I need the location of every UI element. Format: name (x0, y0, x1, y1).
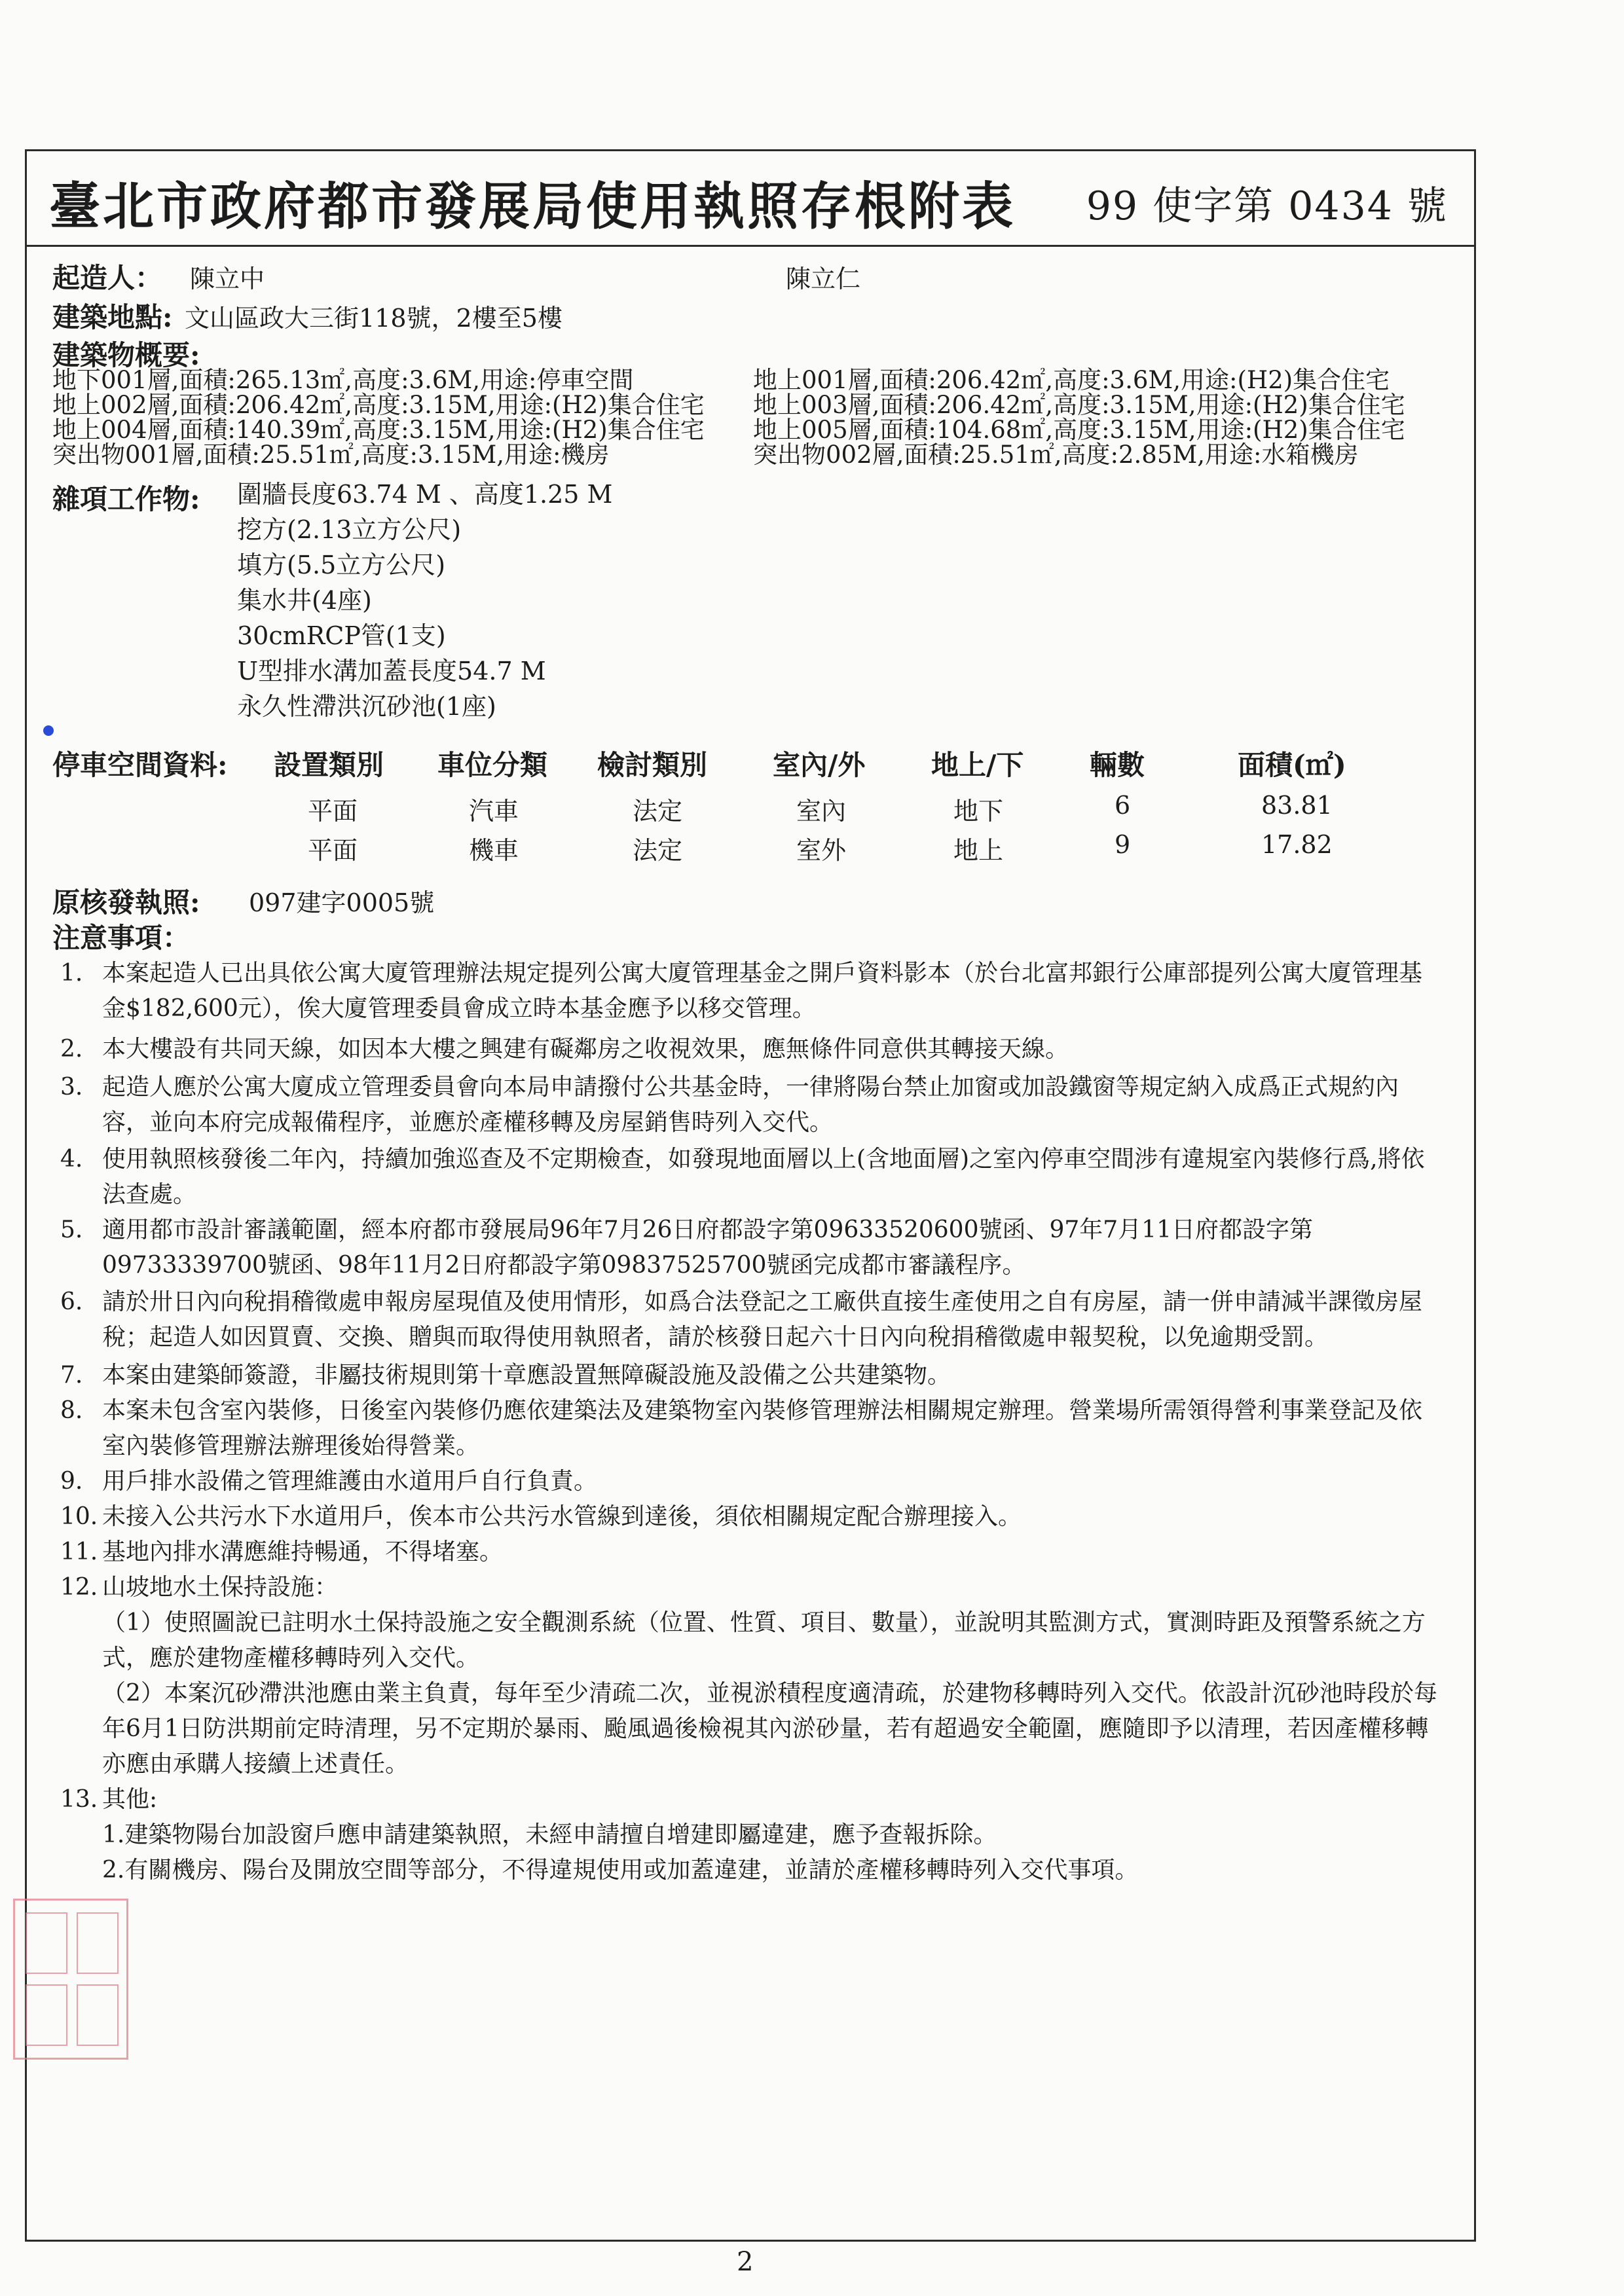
note-text: 用戶排水設備之管理維護由水道用戶自行負責。 (102, 1468, 598, 1495)
note-item (60, 1464, 1442, 1499)
note-number: 10. (60, 1503, 98, 1530)
parking-cell: 地上 (953, 836, 1004, 865)
parking-cell: 地下 (953, 797, 1004, 826)
parking-cell: 83.81 (1261, 791, 1333, 820)
note-text: 山坡地水土保持設施： (102, 1574, 339, 1601)
note-item (60, 1570, 1442, 1605)
misc-work-item: U型排水溝加蓋長度54.7 M (237, 657, 546, 685)
note-number: 12. (60, 1574, 98, 1601)
note-item (60, 956, 1442, 1027)
misc-work-item: 圍牆長度63.74 M 、高度1.25 M (237, 480, 613, 509)
applicant-name-1: 陳立中 (190, 264, 265, 293)
site-value: 文山區政大三街118號，2樓至5樓 (185, 304, 563, 333)
note-number: 9. (60, 1468, 83, 1495)
note-item (60, 1142, 1442, 1212)
document-title: 臺北市政府都市發展局使用執照存根附表 (49, 177, 1016, 236)
parking-label: 停車空間資料: (52, 749, 228, 781)
floor-item: 地上005層,面積:104.68㎡,高度:3.15M,用途:(H2)集合住宅 (753, 416, 1405, 444)
overview-label: 建築物概要: (52, 339, 200, 371)
document-header (27, 151, 1474, 247)
floor-item: 地下001層,面積:265.13㎡,高度:3.6M,用途:停車空間 (52, 366, 634, 394)
parking-cell: 室外 (796, 836, 847, 865)
parking-header: 輛數 (1090, 749, 1145, 781)
parking-cell: 平面 (308, 836, 358, 865)
note-number: 13. (60, 1786, 98, 1813)
parking-cell: 9 (1115, 830, 1131, 859)
misc-work-label: 雜項工作物: (52, 483, 200, 515)
note-text: 適用都市設計審議範圍，經本府都市發展局96年7月26日府都設字第09633520600號函、97年7月11日府都設字第09733339700號函、98年11月2日府都設字第09837525700號函完成都市審議程序。 (102, 1216, 1313, 1279)
note-number: 4. (60, 1146, 83, 1173)
floor-item: 地上001層,面積:206.42㎡,高度:3.6M,用途:(H2)集合住宅 (753, 366, 1390, 394)
site-label: 建築地點: (52, 301, 173, 333)
note-item (60, 1212, 1442, 1283)
parking-cell: 6 (1115, 791, 1131, 820)
misc-work-item: 30cmRCP管(1支) (237, 621, 446, 650)
note-text: 本大樓設有共同天線，如因本大樓之興建有礙鄰房之收視效果，應無條件同意供其轉接天線。 (102, 1036, 1069, 1063)
note-text: 請於卅日內向稅捐稽徵處申報房屋現值及使用情形，如爲合法登記之工廠供直接生產使用之自有房屋，請一併申請減半課徵房屋稅；起造人如因買賣、交換、贈與而取得使用執照者，請於核發日起六十日內向稅捐稽徵處申報契稅，以免逾期受罰。 (102, 1288, 1423, 1351)
parking-header: 室內/外 (773, 749, 866, 781)
note-number: 7. (60, 1362, 83, 1389)
note-text: 基地內排水溝應維持暢通，不得堵塞。 (102, 1539, 504, 1565)
note-item (60, 1285, 1442, 1355)
note-number: 6. (60, 1288, 83, 1315)
note-text: 起造人應於公寓大廈成立管理委員會向本局申請撥付公共基金時，一律將陽台禁止加窗或加設鐵窗等規定納入成爲正式規約內容，並向本府完成報備程序，並應於產權移轉及房屋銷售時列入交代。 (102, 1074, 1399, 1136)
note-number: 2. (60, 1036, 83, 1063)
parking-header: 車位分類 (437, 749, 548, 781)
floor-item: 突出物001層,面積:25.51㎡,高度:3.15M,用途:機房 (52, 441, 610, 469)
parking-cell: 法定 (633, 836, 683, 865)
note-item (60, 1358, 1442, 1393)
misc-work-item: 填方(5.5立方公尺) (237, 551, 446, 579)
parking-cell: 汽車 (469, 797, 519, 826)
parking-cell: 機車 (469, 836, 519, 865)
floor-item: 地上003層,面積:206.42㎡,高度:3.15M,用途:(H2)集合住宅 (753, 391, 1405, 419)
note-text: 其他: (102, 1786, 158, 1813)
note-item (60, 1393, 1442, 1464)
parking-cell: 法定 (633, 797, 683, 826)
note-item (60, 1032, 1442, 1067)
note-number: 5. (60, 1216, 83, 1243)
note-text: 本案由建築師簽證，非屬技術規則第十章應設置無障礙設施及設備之公共建築物。 (102, 1362, 951, 1389)
misc-work-item: 集水井(4座) (237, 586, 372, 615)
note-item (60, 1782, 1442, 1817)
applicant-label: 起造人： (52, 262, 163, 294)
misc-work-item: 永久性滯洪沉砂池(1座) (237, 692, 496, 721)
parking-cell: 17.82 (1261, 830, 1333, 859)
floor-item: 突出物002層,面積:25.51㎡,高度:2.85M,用途:水箱機房 (753, 441, 1359, 469)
note-text: 未接入公共污水下水道用戶，俟本市公共污水管線到達後，須依相關規定配合辦理接入。 (102, 1503, 1022, 1530)
note-subitem: 1.建築物陽台加設窗戶應申請建築執照，未經申請擅自增建即屬違建，應予查報拆除。 (102, 1821, 997, 1848)
notes-label: 注意事項： (52, 922, 191, 954)
parking-header: 檢討類別 (597, 749, 708, 781)
note-number: 3. (60, 1074, 83, 1101)
applicant-name-2: 陳立仁 (786, 264, 861, 293)
note-number: 11. (60, 1539, 98, 1565)
parking-header: 地上/下 (931, 749, 1024, 781)
note-number: 8. (60, 1397, 83, 1424)
parking-cell: 平面 (308, 797, 358, 826)
floor-item: 地上002層,面積:206.42㎡,高度:3.15M,用途:(H2)集合住宅 (52, 391, 705, 419)
note-subitem: （1）使照圖說已註明水土保持設施之安全觀測系統（位置、性質、項目、數量），並說明其監測方式，實測時距及預警系統之方式，應於建物產權移轉時列入交代。 (102, 1609, 1426, 1671)
note-item (60, 1499, 1442, 1535)
seal-stamp (13, 1899, 128, 2060)
note-subitem: （2）本案沉砂滯洪池應由業主負責，每年至少清疏二次，並視淤積程度適清疏，於建物移轉時列入交代。依設計沉砂池時段於每年6月1日防洪期前定時清理，另不定期於暴雨、颱風過後檢視其內淤砂量，若有超過安全範圍，應隨即予以清理，若因產權移轉亦應由承購人接續上述責任。 (102, 1680, 1437, 1777)
note-number: 1. (60, 960, 83, 987)
note-item (60, 1070, 1442, 1140)
misc-work-item: 挖方(2.13立方公尺) (237, 515, 462, 544)
page-number: 2 (737, 2247, 754, 2277)
parking-cell: 室內 (796, 797, 847, 826)
note-text: 本案未包含室內裝修，日後室內裝修仍應依建築法及建築物室內裝修管理辦法相關規定辦理。營業場所需領得營利事業登記及依室內裝修管理辦法辦理後始得營業。 (102, 1397, 1423, 1459)
parking-header: 面積(㎡) (1238, 749, 1346, 781)
original-permit-label: 原核發執照: (52, 886, 200, 919)
original-permit-value: 097建字0005號 (249, 888, 435, 917)
parking-header: 設置類別 (274, 749, 384, 781)
blue-ink-mark (43, 725, 54, 736)
note-subitem: 2.有關機房、陽台及開放空間等部分，不得違規使用或加蓋違建，並請於產權移轉時列入交代事項。 (102, 1857, 1139, 1884)
note-text: 使用執照核發後二年內，持續加強巡查及不定期檢查，如發現地面層以上(含地面層)之室內停車空間涉有違規室內裝修行爲,將依法查處。 (102, 1146, 1425, 1208)
note-item (60, 1535, 1442, 1570)
permit-number: 99 使字第 0434 號 (1086, 183, 1448, 229)
note-text: 本案起造人已出具依公寓大廈管理辦法規定提列公寓大廈管理基金之開戶資料影本（於台北富邦銀行公庫部提列公寓大廈管理基金$182,600元），俟大廈管理委員會成立時本基金應予以移交管理。 (102, 960, 1423, 1022)
floor-item: 地上004層,面積:140.39㎡,高度:3.15M,用途:(H2)集合住宅 (52, 416, 705, 444)
